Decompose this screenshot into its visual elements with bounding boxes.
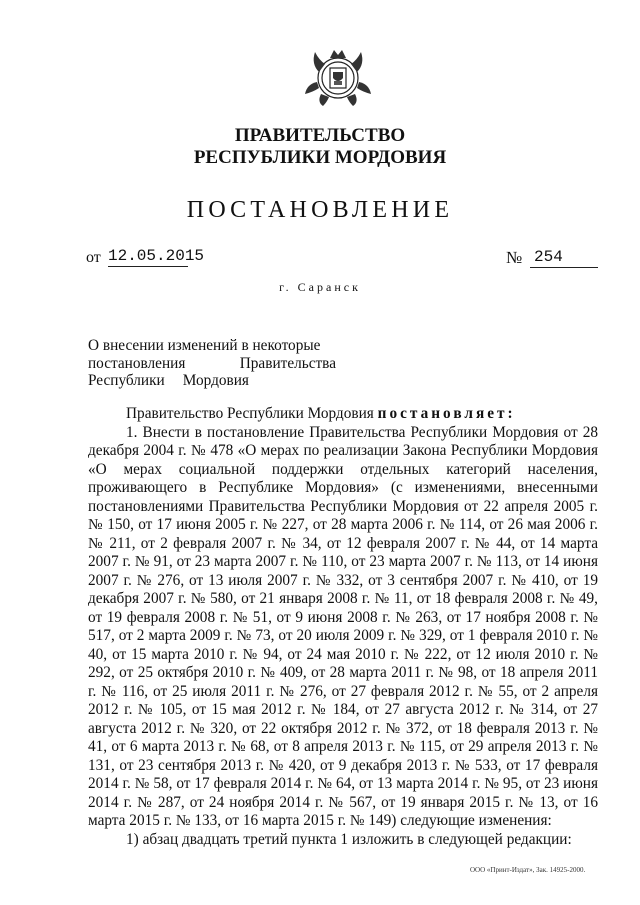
subject-line (88, 372, 336, 390)
document-number: 254 (530, 247, 598, 268)
subject-text: Мордовия (182, 372, 249, 389)
subitem-1-paragraph: 1) абзац двадцать третий пункта 1 изложить в следующей редакции: (126, 830, 572, 848)
subject-text: Республики (88, 372, 165, 389)
decree-body (88, 405, 598, 849)
subject-text: постановления (88, 354, 186, 372)
subject-line (88, 337, 336, 355)
government-title: ПРАВИТЕЛЬСТВО (234, 125, 406, 146)
subject-block (88, 337, 336, 390)
decree-word: постановляет: (377, 405, 516, 422)
subject-text: О внесении изменений в некоторые (88, 337, 321, 354)
number-sign: № (506, 248, 523, 267)
subject-line (88, 355, 336, 373)
date-prefix: от (86, 249, 101, 266)
item-1-paragraph: 1. Внести в постановление Правительства Республики Мордовия от 28 декабря 2004 г. № 478 «О мерах по реализации Закона Республики Мордовия «О мерах социальной поддержки отдельных категорий населения, проживающего в Республике Мордовия» (с изменениями, внесенными постановлениями Правительства Республики Мордовия от 22 апреля 2005 г. № 150, от 17 июня 2005 г. № 227, от 28 марта 2006 г. № 114, от 26 мая 2006 г. № 211, от 2 февраля 2007 г. № 34, от 12 февраля 2007 г. № 44, от 14 марта 2007 г. № 91, от 23 марта 2007 г. № 110, от 23 марта 2007 г. № 113, от 14 июня 2007 г. № 276, от 13 июля 2007 г. № 332, от 3 сентября 2007 г. № 410, от 19 декабря 2007 г. № 580, от 21 января 2008 г. № 11, от 18 февраля 2008 г. № 49, от 19 февраля 2008 г. № 51, от 9 июня 2008 г. № 263, от 17 ноября 2008 г. № 517, от 2 марта 2009 г. № 73, от 20 июля 2009 г. № 329, от 1 февраля 2010 г. № 40, от 15 марта 2010 г. № 94, от 24 мая 2010 г. № 222, от 12 июля 2010 г. № 292, от 25 октября 2010 г. № 409, от 28 марта 2011 г. № 98, от 18 апреля 2011 г. № 116, от 25 июля 2011 г. № 276, от 27 февраля 2012 г. № 55, от 2 апреля 2012 г. № 105, от 15 мая 2012 г. № 184, от 27 августа 2012 г. № 314, от 27 августа 2012 г. № 320, от 22 октября 2012 г. № 372, от 18 февраля 2013 г. № 41, от 6 марта 2013 г. № 68, от 8 апреля 2013 г. № 115, от 29 апреля 2013 г. № 131, от 23 сентября 2013 г. № 420, от 9 декабря 2013 г. № 533, от 17 февраля 2014 г. № 58, от 17 февраля 2014 г. № 64, от 13 марта 2014 г. № 95, от 23 июня 2014 г. № 287, от 24 ноября 2014 г. № 567, от 19 января 2015 г. № 13, от 16 марта 2015 г. № 133, от 16 марта 2015 г. № 149) следующие изменения: (88, 423, 598, 829)
intro-paragraph (88, 405, 598, 424)
printer-imprint: ООО «Принт-Издат», Зак. 14925-2000. (470, 866, 586, 874)
document-date: 12.05.2015 (108, 247, 205, 265)
document-type-title: ПОСТАНОВЛЕНИЕ (186, 197, 454, 223)
subject-text: Правительства (239, 354, 336, 372)
republic-title: РЕСПУБЛИКИ МОРДОВИЯ (193, 147, 447, 168)
intro-text: Правительство Республики Мордовия (126, 405, 374, 422)
coat-of-arms-icon (299, 42, 377, 108)
city: г. Саранск (279, 280, 361, 294)
